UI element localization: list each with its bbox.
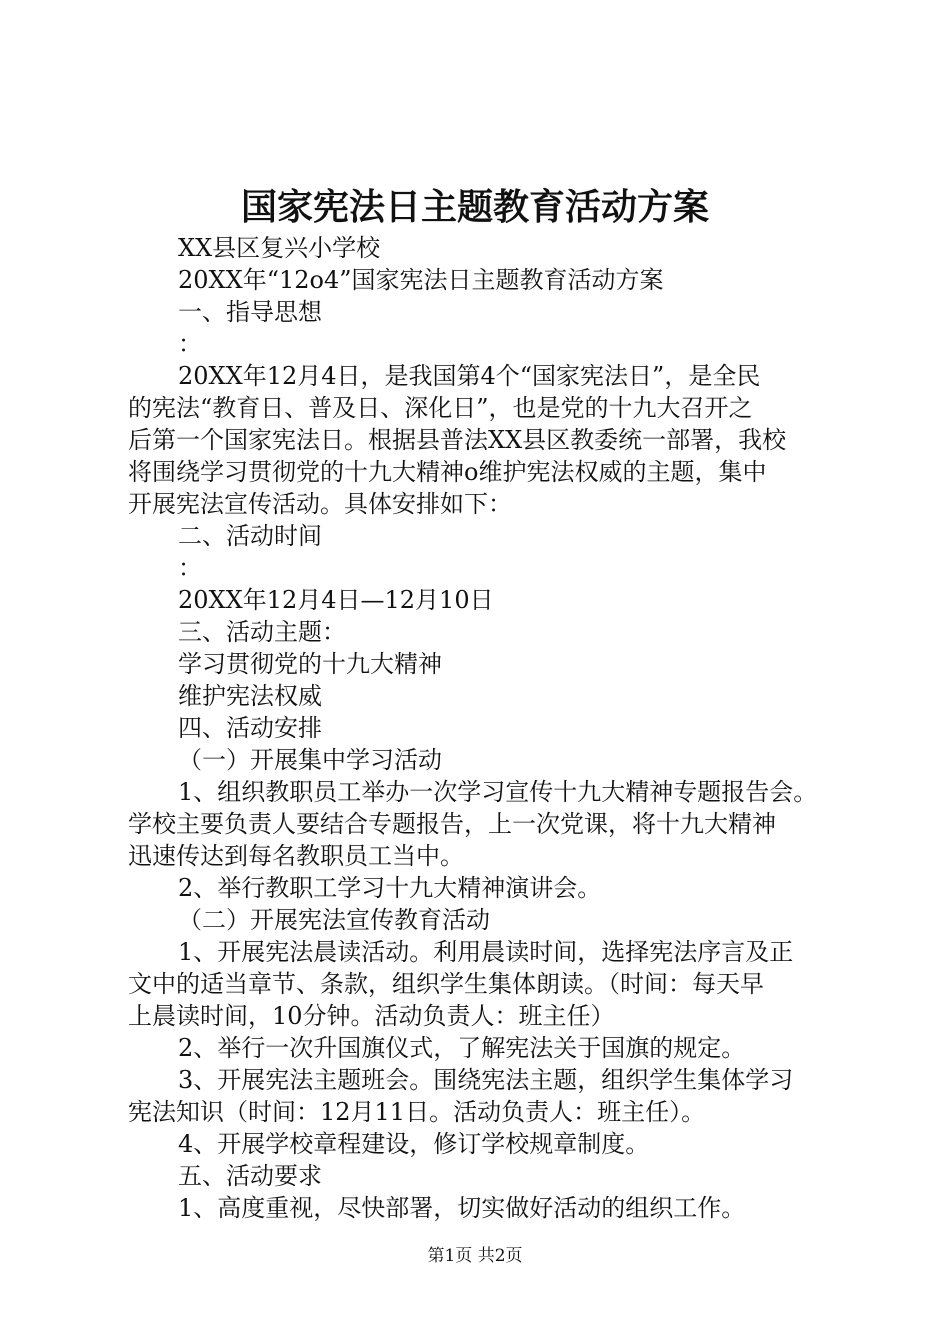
body-line: 开展宪法宣传活动。具体安排如下： [128, 490, 512, 518]
body-line: 3、开展宪法主题班会。围绕宪法主题，组织学生集体学习 [178, 1066, 794, 1094]
body-line: 一、指导思想 [178, 298, 322, 326]
page-footer: 第1页 共2页 [427, 1246, 523, 1266]
body-line: 上晨读时间，10分钟。活动负责人：班主任） [128, 1002, 615, 1030]
body-line: 后第一个国家宪法日。根据县普法XX县区教委统一部署，我校 [128, 426, 787, 454]
body-line: ： [178, 330, 202, 358]
document-body [128, 232, 840, 1224]
body-line: 四、活动安排 [178, 714, 322, 742]
body-line: ： [178, 554, 202, 582]
body-line: 1、开展宪法晨读活动。利用晨读时间，选择宪法序言及正 [178, 938, 794, 966]
body-line: 五、活动要求 [178, 1162, 322, 1190]
body-line: 1、高度重视，尽快部署，切实做好活动的组织工作。 [178, 1194, 746, 1222]
body-line: 20XX年12月4日—12月10日 [178, 586, 494, 614]
body-line: 文中的适当章节、条款，组织学生集体朗读。（时间：每天早 [128, 970, 764, 998]
body-line: 二、活动时间 [178, 522, 322, 550]
body-line: XX县区复兴小学校 [178, 234, 381, 262]
body-line: 20XX年12月4日，是我国第4个“国家宪法日”，是全民 [178, 362, 761, 390]
body-line: 三、活动主题： [178, 618, 346, 646]
body-line: 1、组织教职员工举办一次学习宣传十九大精神专题报告会。 [178, 778, 818, 806]
body-line: 20XX年“12o4”国家宪法日主题教育活动方案 [178, 266, 664, 294]
document-title: 国家宪法日主题教育活动方案 [240, 186, 709, 228]
body-line: （二）开展宪法宣传教育活动 [178, 906, 490, 934]
body-line: 学校主要负责人要结合专题报告，上一次党课，将十九大精神 [128, 810, 776, 838]
body-line: 维护宪法权威 [178, 682, 322, 710]
body-line: 学习贯彻党的十九大精神 [178, 650, 442, 678]
body-line: 迅速传达到每名教职员工当中。 [128, 842, 464, 870]
body-line: 的宪法“教育日、普及日、深化日”，也是党的十九大召开之 [128, 394, 753, 422]
body-line: （一）开展集中学习活动 [178, 746, 442, 774]
body-line: 宪法知识（时间：12月11日。活动负责人：班主任）。 [128, 1098, 706, 1126]
body-line: 将围绕学习贯彻党的十九大精神o维护宪法权威的主题，集中 [128, 458, 767, 486]
body-line: 2、举行教职工学习十九大精神演讲会。 [178, 874, 602, 902]
body-line: 2、举行一次升国旗仪式，了解宪法关于国旗的规定。 [178, 1034, 746, 1062]
body-line: 4、开展学校章程建设，修订学校规章制度。 [178, 1130, 650, 1158]
